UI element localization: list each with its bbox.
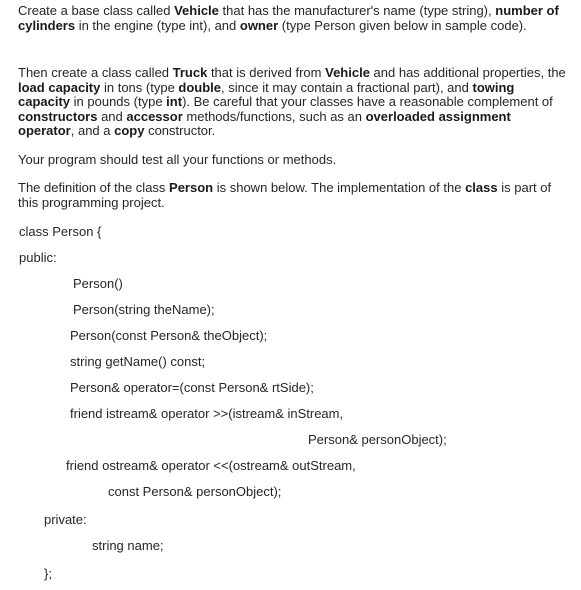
- text-run: ). Be careful that your classes have a reasonable complement of: [182, 94, 553, 110]
- text-run: is shown below. The implementation of the: [213, 180, 466, 195]
- paragraph-truck-description: [18, 66, 566, 139]
- code-closing-brace: };: [44, 566, 52, 581]
- text-run: (type Person given below in sample code).: [278, 17, 527, 33]
- code-public-label: public:: [19, 250, 57, 265]
- code-istream-operator-line1: friend istream& operator >>(istream& inStream,: [70, 406, 344, 421]
- bold-term: number of cylinders: [18, 3, 559, 33]
- text-run: constructor.: [144, 123, 216, 139]
- text-run: is part of this programming project.: [18, 180, 552, 210]
- text-run: in the engine (type int), and: [75, 17, 240, 33]
- bold-term: constructors: [18, 108, 98, 124]
- text-run: Your program should test all your functions or methods.: [18, 152, 337, 167]
- bold-term: accessor: [126, 108, 183, 124]
- text-run: in pounds (type: [70, 94, 167, 110]
- bold-term: Truck: [172, 65, 208, 80]
- text-run: methods/functions, such as an: [182, 108, 366, 124]
- paragraph-testing-note: [18, 153, 566, 168]
- text-run: and: [97, 108, 127, 124]
- bold-term: copy: [114, 123, 145, 139]
- bold-term: Person: [169, 180, 214, 195]
- code-member-name: string name;: [92, 538, 164, 553]
- paragraph-vehicle-description: [18, 4, 566, 33]
- bold-term: owner: [239, 17, 279, 33]
- bold-term: int: [166, 94, 183, 110]
- bold-term: towing capacity: [18, 79, 515, 110]
- code-copy-constructor: Person(const Person& theObject);: [70, 328, 268, 343]
- text-run: that is derived from: [207, 65, 326, 80]
- text-run: Create a base class called: [18, 3, 175, 18]
- code-ostream-operator-line2: const Person& personObject);: [108, 484, 282, 499]
- bold-term: load capacity: [18, 79, 101, 95]
- text-run: , since it may contain a fractional part), and: [221, 79, 473, 95]
- code-name-constructor: Person(string theName);: [73, 302, 215, 317]
- bold-term: Vehicle: [174, 3, 219, 18]
- code-assignment-operator: Person& operator=(const Person& rtSide);: [70, 380, 314, 395]
- code-istream-operator-line2: Person& personObject);: [308, 432, 447, 447]
- text-run: that has the manufacturer's name (type string),: [218, 3, 496, 18]
- text-run: , and a: [70, 123, 115, 139]
- code-private-label: private:: [44, 512, 87, 527]
- code-get-name: string getName() const;: [70, 354, 206, 369]
- text-run: Then create a class called: [18, 65, 173, 80]
- code-class-header: class Person {: [19, 224, 102, 239]
- text-run: The definition of the class: [18, 180, 170, 195]
- text-run: and has additional properties, the: [369, 65, 566, 80]
- bold-term: overloaded assignment operator: [18, 108, 511, 139]
- bold-term: double: [178, 79, 222, 95]
- text-run: in tons (type: [100, 79, 179, 95]
- paragraph-person-intro: [18, 181, 566, 210]
- bold-term: Vehicle: [325, 65, 370, 80]
- code-default-constructor: Person(): [73, 276, 123, 291]
- bold-term: class: [465, 180, 498, 195]
- code-ostream-operator-line1: friend ostream& operator <<(ostream& outStream,: [66, 458, 356, 473]
